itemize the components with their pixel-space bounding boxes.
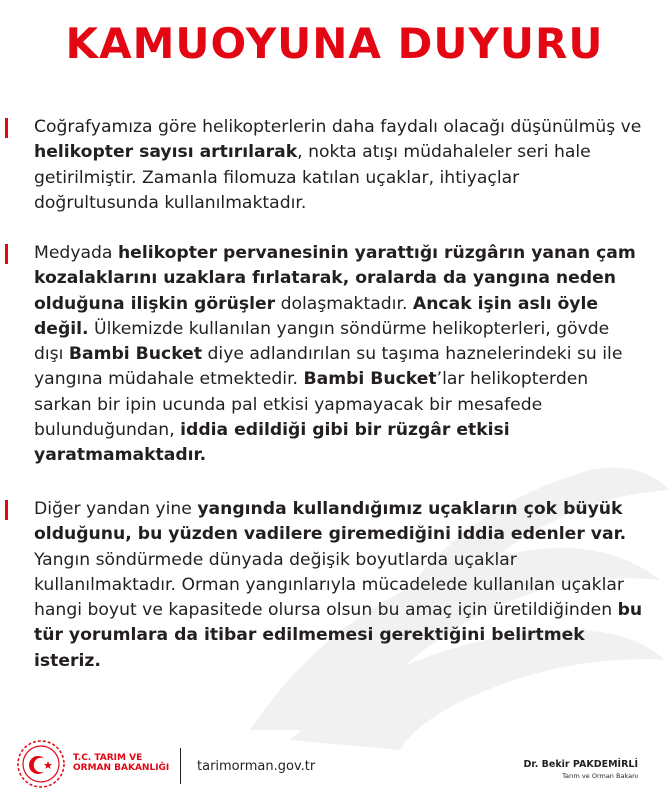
ministry-name-line-2: ORMAN BAKANLIĞI — [73, 763, 170, 773]
paragraph-3 — [34, 497, 644, 674]
paragraph-marker — [5, 118, 8, 138]
emphasis-text: Ancak işin aslı öyle değil. — [34, 293, 599, 339]
emphasis-text: helikopter sayısı artırılarak — [34, 142, 298, 163]
emphasis-text: helikopter pervanesinin yarattığı rüzgârın yanan çam kozalaklarını uzaklara fırlatarak, oralarda da yangına neden olduğuna ilişkin görüşler — [34, 243, 636, 314]
emphasis-text: Bambi Bucket — [68, 344, 203, 365]
minister-name: Dr. Bekir PAKDEMİRLİ — [523, 759, 638, 770]
website-link[interactable]: tarimorman.gov.tr — [197, 759, 316, 774]
ministry-seal-icon — [17, 740, 65, 788]
paragraph-marker — [5, 500, 8, 520]
body-text: ’lar helikopterden sarkan bir ipin ucunda pal etkisi yapmayacak bir mesafede bulunduğundan, — [34, 369, 589, 441]
body-text: diye adlandırılan su taşıma haznelerindeki su ile yangına müdahale etmektedir. — [34, 344, 623, 390]
body-text: dolaşmaktadır. — [275, 293, 413, 314]
footer — [0, 735, 669, 808]
body-text: Coğrafyamıza göre helikopterlerin daha faydalı olacağı düşünülmüş ve — [34, 117, 642, 137]
body-text: Yangın söndürmede dünyada değişik boyutlarda uçaklar kullanılmaktadır. Orman yangınlarıyla mücadelede kullanılan uçaklar hangi boyut ve kapasitede olursa olsun bu amaç için üretildiğinden — [34, 549, 624, 621]
emphasis-text: yangında kullandığımız uçakların çok büyük olduğunu, bu yüzden vadilere giremediğini iddia edenler var. — [34, 499, 627, 545]
emphasis-text: bu tür yorumlara da itibar edilmemesi gerektiğini belirtmek isteriz. — [34, 600, 643, 671]
emphasis-text: iddia edildiği gibi bir rüzgâr etkisi yaratmamaktadır. — [34, 420, 510, 466]
footer-divider — [180, 748, 181, 784]
paragraph-1 — [34, 115, 644, 216]
emphasis-text: Bambi Bucket — [303, 369, 437, 390]
body-text: Diğer yandan yine — [34, 499, 198, 519]
paragraph-marker — [5, 244, 8, 264]
minister-signature — [524, 759, 638, 780]
body-text: , nokta atışı müdahaleler seri hale getirilmiştir. Zamanla filomuza katılan uçaklar, ihtiyaçlar doğrultusunda kullanılmaktadır. — [34, 142, 591, 213]
ministry-name — [73, 753, 169, 773]
paragraph-2 — [34, 241, 644, 469]
page-title: KAMUOYUNA DUYURU — [65, 19, 604, 68]
ministry-name-line-1: T.C. TARIM VE — [73, 753, 143, 763]
minister-title: Tarım ve Orman Bakanı — [562, 772, 638, 780]
body-text: Medyada — [34, 243, 118, 263]
body-text: Ülkemizde kullanılan yangın söndürme helikopterleri, gövde dışı — [34, 318, 610, 365]
